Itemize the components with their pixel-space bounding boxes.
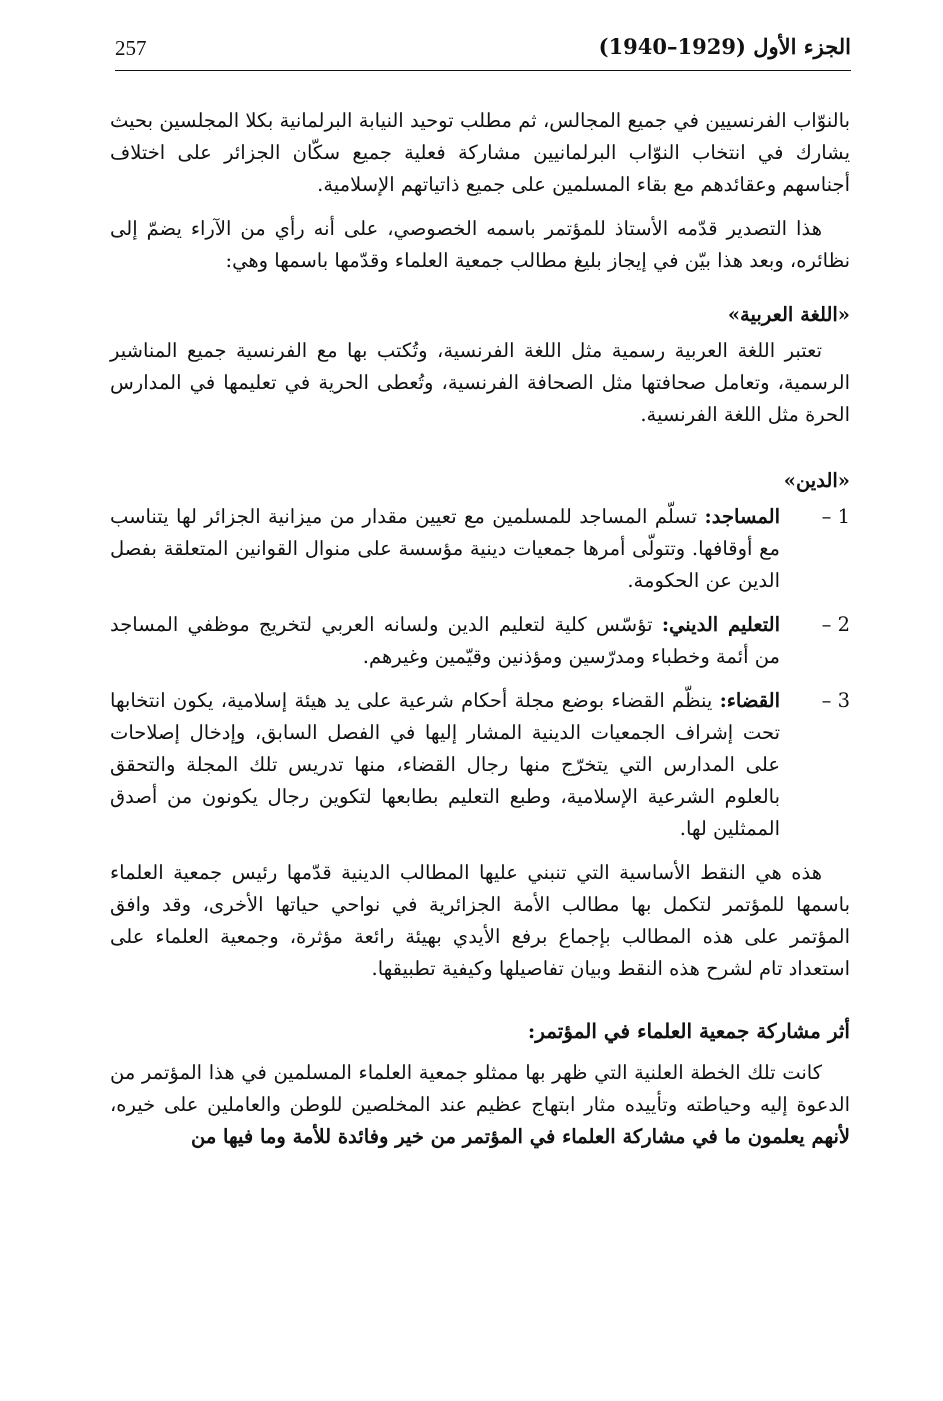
page-number: 257 [115,36,147,60]
paragraph-arabic-language: تعتبر اللغة العربية رسمية مثل اللغة الفرنسية، وتُكتب بها مع الفرنسية جميع المناشير الرسمية، وتعامل صحافتها مثل الصحافة الفرنسية، وتُعطى الحرية في تعليمها في المدارس الحرة مثل اللغة الفرنسية. [110,339,850,426]
list-item-text: ينظّم القضاء بوضع مجلة أحكام شرعية على يد هيئة إسلامية، يكون انتخابها تحت إشراف الجمعيات الدينية المشار إليها في الفصل السابق، وإدخال إصلاحات على المدارس التي يتخرّج منها رجال القضاء، منها تدريس تلك المجلة والتحقق بالعلوم الشرعية الإسلامية، وطبع التعليم بطابعها لتكوين رجال يكونون من أصدق الممثلين لها. [110,689,780,840]
list-marker: 3 – [821,689,850,712]
list-item-body [110,685,780,845]
list-item-mosques [110,501,850,597]
list-item-title: القضاء: [719,689,781,712]
page-header [115,30,851,71]
list-item-body [110,501,780,597]
heading-arabic-language: «اللغة العربية» [727,303,850,326]
list-marker: 1 – [821,505,850,528]
list-item-title: التعليم الديني: [661,613,780,636]
list-item-judiciary [110,685,850,845]
list-marker: 2 – [821,613,850,636]
heading-impact: أثر مشاركة جمعية العلماء في المؤتمر: [527,1019,850,1043]
religion-demands-list [110,501,850,845]
running-head: الجزء الأول (1929–1940) [598,34,851,59]
page-body [110,105,850,1165]
list-item-title: المساجد: [704,505,780,528]
paragraph-intro-demands: هذا التصدير قدّمه الأستاذ للمؤتمر باسمه الخصوصي، على أنه رأي من الآراء يضمّ إلى نظائره، وبعد هذا بيّن في إيجاز بليغ مطالب جمعية العلماء وقدّمها باسمها وهي: [110,217,850,272]
impact-text: كانت تلك الخطة العلنية التي ظهر بها ممثلو جمعية العلماء المسلمين في هذا المؤتمر من الدعوة إليه وحياطته وتأييده مثار ابتهاج عظيم عند المخلصين للوطن والعاملين على خيره، [110,1061,850,1116]
list-item-religious-education [110,609,850,673]
paragraph-summary: هذه هي النقط الأساسية التي تنبني عليها المطالب الدينية قدّمها رئيس جمعية العلماء باسمها للمؤتمر لتكمل بها مطالب الأمة الجزائرية في نواحي حياتها الأخرى، وقد وافق المؤتمر على هذه المطالب بإجماع برفع الأيدي بهيئة رائعة مؤثرة، وجمعية العلماء على استعداد تام لشرح هذه النقط وبيان تفاصيلها وكيفية تطبيقها. [110,861,850,980]
list-item-body [110,609,780,673]
list-item-text: تؤسّس كلية لتعليم الدين ولسانه العربي لتخريج موظفي المساجد من أئمة وخطباء ومدرّسين ومؤذنين وقيّمين وغيرهم. [110,613,780,668]
impact-bold-tail: لأنهم يعلمون ما في مشاركة العلماء في المؤتمر من خير وفائدة للأمة وما فيها من [190,1125,850,1148]
list-item-text: تسلّم المساجد للمسلمين مع تعيين مقدار من ميزانية الجزائر لها يتناسب مع أوقافها. وتتولّى أمرها جمعيات دينية مؤسسة على منوال القوانين المتعلقة بفصل الدين عن الحكومة. [110,505,780,592]
heading-religion: «الدين» [783,469,850,492]
paragraph-impact [110,1057,850,1153]
paragraph-continuation: بالنوّاب الفرنسيين في جميع المجالس، ثم مطلب توحيد النيابة البرلمانية بكلا المجلسين بحيث يشارك في انتخاب النوّاب البرلمانيين مشاركة فعلية جميع سكّان الجزائر على اختلاف أجناسهم وعقائدهم مع بقاء المسلمين على جميع ذاتياتهم الإسلامية. [110,109,850,196]
